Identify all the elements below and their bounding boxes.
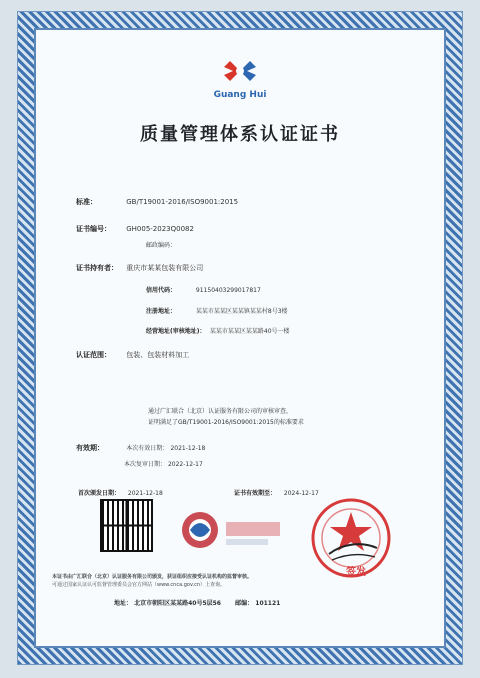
expiry-value: 2024-12-17 xyxy=(283,490,319,497)
scope-label: 认证范围： xyxy=(76,351,111,359)
holder-row xyxy=(76,264,203,273)
footer-line-1: 本证书由广汇联合（北京）认证服务有限公司颁发，获证组织应接受认证机构的监督审核。 xyxy=(52,574,253,580)
office-address-row xyxy=(146,328,290,336)
footer-notes xyxy=(52,573,428,589)
validity-label: 有效期： xyxy=(76,444,104,452)
postcode-label: 邮政编码： xyxy=(146,242,177,249)
validity-second-label: 本次复审日期： xyxy=(124,461,167,468)
accreditation-mark-icon xyxy=(180,506,290,556)
office-address-value: 某某市某某区某某路40号一楼 xyxy=(209,328,290,335)
issue-date-value: 2021-12-18 xyxy=(127,490,163,497)
statement-line-2: 证明满足了GB/T19001-2016/ISO9001:2015的标准要求 xyxy=(148,419,304,426)
holder-value: 重庆市某某包装有限公司 xyxy=(126,264,204,272)
postal-value: 101121 xyxy=(255,600,281,607)
address-value: 北京市朝阳区某某路40号5层56 xyxy=(134,600,221,607)
scope-row xyxy=(76,351,189,360)
validity-first-label: 本次有效日期： xyxy=(126,445,169,452)
validity-second-row xyxy=(124,461,203,469)
issue-date-label: 首次颁发日期： xyxy=(78,490,121,497)
standard-label: 标准： xyxy=(76,198,97,206)
seal-text: 签发 xyxy=(346,567,366,578)
validity-first-value: 2021-12-18 xyxy=(170,445,206,452)
validity-second-value: 2022-12-17 xyxy=(167,461,203,468)
standard-value: GB/T19001-2016/ISO9001:2015 xyxy=(126,198,239,206)
validity-row xyxy=(76,444,205,453)
certificate-number-value: GH005-2023Q0082 xyxy=(126,225,194,233)
expiry-label: 证书有效期至： xyxy=(234,490,277,497)
office-address-footer xyxy=(114,598,280,607)
office-address-label: 经营地址(审核地址)： xyxy=(146,328,206,335)
expiry-row xyxy=(234,490,319,498)
credit-code-value: 91150403299017817 xyxy=(195,287,261,294)
certificate-number-label: 证书编号： xyxy=(76,225,111,233)
statement-line-1: 通过广汇联合（北京）认证服务有限公司的审核审查， xyxy=(148,408,293,415)
postal-label: 邮编： xyxy=(235,600,254,607)
holder-label: 证书持有者： xyxy=(76,264,118,272)
certification-statement xyxy=(148,406,398,428)
credit-code-row xyxy=(146,287,261,295)
address-label: 地址： xyxy=(114,600,133,607)
credit-code-label: 信用代码： xyxy=(146,287,177,294)
certificate-content xyxy=(34,28,446,648)
issue-date-row xyxy=(78,490,163,498)
standard-row xyxy=(76,198,238,207)
guanghui-logo-icon xyxy=(222,56,258,86)
registered-address-value: 某某市某某区某某镇某某村8号3楼 xyxy=(195,308,288,315)
footer-line-2: 可通过国家认证认可监督管理委员会官方网站（www.cnca.gov.cn）上查询。 xyxy=(52,582,226,588)
scope-value: 包装、包装材料加工 xyxy=(126,351,190,359)
qr-code-icon xyxy=(100,499,153,552)
certificate-number-row xyxy=(76,225,194,234)
registered-address-row xyxy=(146,308,288,316)
brand-name: Guang Hui xyxy=(213,90,267,100)
certificate-title: 质量管理体系认证证书 xyxy=(140,124,340,145)
registered-address-label: 注册地址： xyxy=(146,308,177,315)
